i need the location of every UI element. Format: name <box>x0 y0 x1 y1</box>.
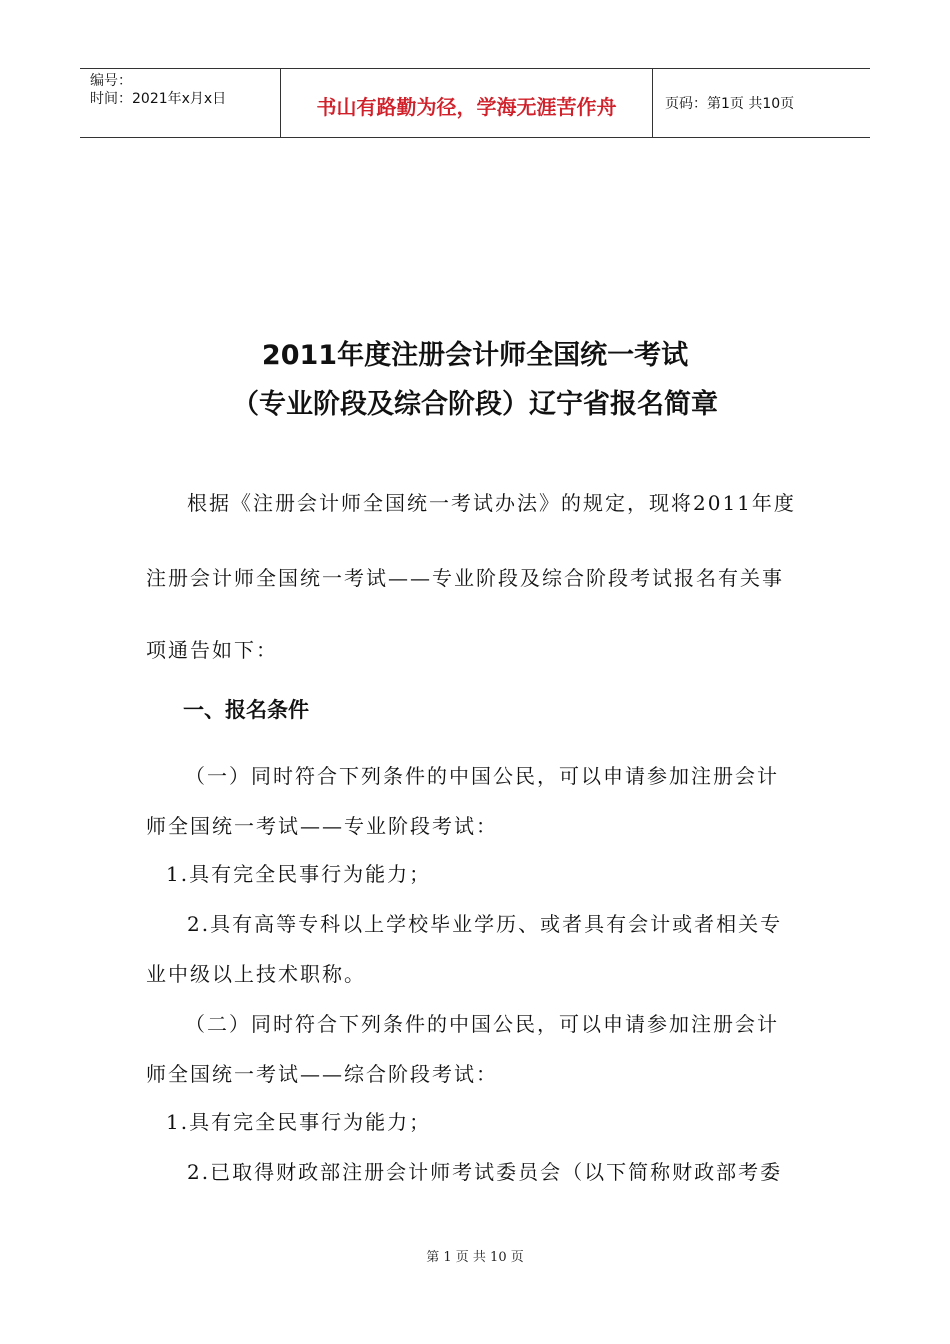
page-header <box>80 68 870 138</box>
intro-line-2: 注册会计师全国统一考试——专业阶段及综合阶段考试报名有关事 <box>146 566 784 590</box>
number-label: 编号： <box>90 73 132 89</box>
sub1-line-2: 师全国统一考试——专业阶段考试： <box>146 814 498 838</box>
sub1-line-1: （一）同时符合下列条件的中国公民，可以申请参加注册会计 <box>185 764 779 788</box>
sub1-item-2-line-2: 业中级以上技术职称。 <box>146 962 366 986</box>
sub2-line-1: （二）同时符合下列条件的中国公民，可以申请参加注册会计 <box>185 1012 779 1036</box>
document-title-line2: （专业阶段及综合阶段）辽宁省报名简章 <box>232 389 718 420</box>
sub2-item-1: 1.具有完全民事行为能力； <box>166 1110 432 1134</box>
header-motto-cell <box>281 69 653 137</box>
page-footer: 第 1 页 共 10 页 <box>426 1250 524 1265</box>
sub2-item-2-line-1: 2.已取得财政部注册会计师考试委员会（以下简称财政部考委 <box>187 1160 783 1184</box>
sub1-item-2-line-1: 2.具有高等专科以上学校毕业学历、或者具有会计或者相关专 <box>187 912 783 936</box>
intro-line-3: 项通告如下： <box>146 638 278 662</box>
header-meta <box>80 69 281 137</box>
intro-line-1: 根据《注册会计师全国统一考试办法》的规定，现将2011年度 <box>187 491 796 515</box>
motto: 书山有路勤为径，学海无涯苦作舟 <box>316 95 617 119</box>
sub2-line-2: 师全国统一考试——综合阶段考试： <box>146 1062 498 1086</box>
document-title-line1: 2011年度注册会计师全国统一考试 <box>261 340 689 371</box>
section-heading: 一、报名条件 <box>183 698 309 722</box>
header-page-info: 页码：第1页 共10页 <box>665 96 795 112</box>
sub1-item-1: 1.具有完全民事行为能力； <box>166 862 432 886</box>
time-label: 时间：2021年x月x日 <box>90 91 227 107</box>
